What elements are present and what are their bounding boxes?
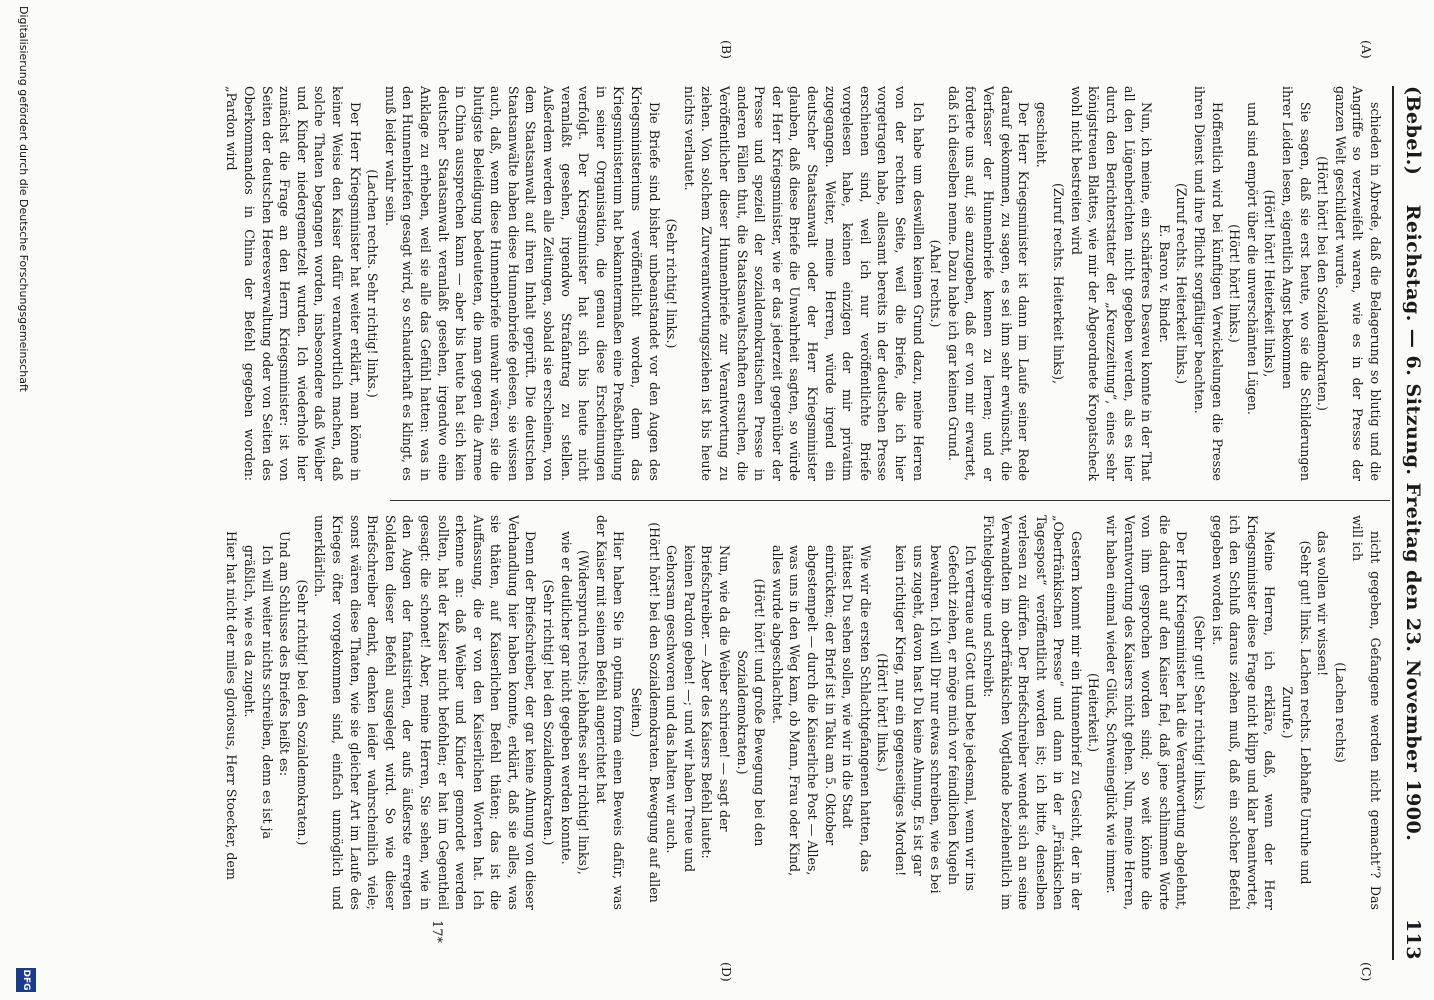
interjection: (Zuruf rechts. Heiterkeit links), [1051, 182, 1067, 385]
margin-marker-b: (B) [719, 40, 734, 59]
quoted-letter: Nun, wie da die Weiber schrieen! — sagt der Briefschreiber. — Aber des Kaisers Befehl lautet: keinen Pardon geben! —; und wir haben Treue und Gehorsam geschworen und das halten wir auch. [664, 545, 733, 873]
interjection: (Heiterkeit.) [1086, 673, 1102, 752]
interjection: (Hört! hört! links.) [1227, 224, 1243, 343]
interjection: (Hört! hört! und große Bewegung bei den Sozialdemokraten.) [734, 578, 768, 847]
interjection: E. Baron v. Binder. [1156, 224, 1172, 343]
interjection: (Lachen rechts. Sehr richtig! links.) [365, 169, 381, 398]
interjection: (Sehr gut! links. Lachen rechts. Lebhafte Unruhe und Zurufe.) [1280, 540, 1313, 885]
paragraph: Hoffentlich wird bei künftigen Verwickelungen die Presse ihren Dienst und ihre Pflicht sorgfältiger beachten. [1192, 86, 1225, 481]
paragraph: Und am Schlusse des Briefes heißt es: [277, 531, 293, 777]
interjection: (Hört! hört! Heiterkeit links), [1262, 189, 1278, 378]
interjection: (Aha! rechts.) [928, 239, 944, 328]
header-speaker: (Bebel.) [1402, 86, 1424, 176]
interjection: (Hört! hört! links.) [875, 653, 891, 772]
quoted-letter: Wie wir die ersten Schlachtgefangenen hatten, das hättest Du sehen sollen, wie wir in die Stadt einrückten; der Brief ist in Taku am 5. Oktober abgestempelt — durch die Kaiserliche Post — Alles, was uns in den Weg kam, ob Mann, Frau oder Kind, alles wurde abgeschlachtet. [769, 545, 873, 877]
margin-marker-a: (A) [1359, 40, 1374, 59]
paragraph: geschieht. [1033, 102, 1049, 168]
right-text-column [223, 515, 1384, 910]
paragraph: und sind empört über die unverschämten Lügen. [1244, 102, 1260, 415]
paragraph: Gestern kommt mir ein Hunnenbrief zu Gesicht, der in der „Oberfränkischen Presse“ und dann in der „Fränkischen Tagespost“ veröffentlicht worden ist; ich bitte, denselben verlesen zu dürfen. Der Briefschreiber wendet sich an seine Verwandten im oberfränkischen Vogtlande beziehentlich im Fichtelgebirge und schreibt: [980, 515, 1084, 910]
left-text-column [223, 86, 1384, 481]
quoted-letter: Ich will weiter nichts schreiben, denn es ist ja gräßlich, wie es da zugeht. [242, 545, 275, 840]
interjection: (Zuruf rechts. Heiterkeit links.) [1174, 182, 1190, 385]
paragraph: Der Herr Kriegsminister hat die Verantwortung abgelehnt, die dadurch auf den Kaiser fiel, daß jene schlimmen Worte von ihm gesprochen worden sind; so weit könnte die Verantwortung des Kaisers nicht gehen. Nun, meine Herren, wir haben einmal wieder Glück, Schweineglück wie immer. [1104, 515, 1190, 910]
interjection: (Hört! hört! bei den Sozialdemokraten. Bewegung auf allen Seiten.) [629, 522, 662, 903]
header-title: Reichstag. — 6. Sitzung. Freitag den 23. November 1900. [1402, 204, 1424, 842]
margin-marker-c: (C) [1359, 962, 1374, 982]
paragraph: Denn der Briefschreiber, der gar keine Ahnung von dieser Verhandlung hier haben konnte, erklärt, daß sie alles, was sie thäten, auf Kaiserlichen Befehl thäten; das ist die Auffassung, die er von den Kaiserlichen Worten hat. Ich erkenne an: daß Weiber und Kinder gemordet werden sollten, hat der Kaiser nicht befohlen; er hat im Gegentheil gesagt: die schonet! Aber, meine Herren, Sie sehen, wie in den Augen der fanatisirten, der aufs äußerste erregten Soldaten dieser Befehl ausgelegt wird. So wie dieser Briefschreiber denkt, denken leider wahrscheinlich viele; sonst wären diese Thaten, wie sie gleicher Art im Laufe des Krieges öfter vorgekommen sind, einfach unmöglich und unerklärlich. [312, 515, 539, 910]
interjection: (Sehr richtig! bei den Sozialdemokraten.) [294, 579, 310, 846]
paragraph: nicht gegeben, Gefangene werden nicht gemacht“? Das will ich [1350, 515, 1383, 910]
interjection: (Lachen rechts) [1332, 662, 1348, 763]
header-page-number: 113 [1402, 918, 1424, 960]
paragraph: Ich habe um deswillen keinen Grund dazu, meine Herren von der rechten Seite, weil die Briefe, die ich hier vorgetragen habe, allesamt bereits in der deutschen Presse erschienen sind, weil ich nur veröffentlichte Briefe vorgelesen habe, keinen einzigen der mir privatim zugegangen. Weiter, meine Herren, würde irgend ein deutscher Staatsanwalt oder der Herr Kriegsminister glauben, daß diese Briefe die Unwahrheit sagten, so würde der Herr Kriegsminister, wie er das jederzeit gegenüber der Presse und speziell der sozialdemokratischen Presse in anderen Fällen thut, die Staatsanwaltschaften ersuchen, die Veröffentlicher dieser Hunnenbriefe zur Verantwortung zu ziehen. Von solchem Zurverantwortungsziehen ist bis heute nichts verlautet. [681, 86, 926, 481]
header-rule [1392, 86, 1394, 960]
quoted-letter: Ich vertraue auf Gott und bete jedesmal, wenn wir ins Gefecht ziehen, er möge mich vor feindlichen Kugeln bewahren. Ich will Dir nur etwas schreiben, wie es bei uns zugeht, davon hast Du keine Ahnung. Es ist gar kein richtiger Krieg, nur ein gegenseitiges Morden! [892, 545, 979, 894]
paragraph: Die Briefe sind bisher unbeanstandet vor den Augen des Kriegsministeriums veröffentlicht worden, denn das Kriegsministerium hat bekanntermaßen eine Preßabtheilung in seiner Organisation, die genau diese Erscheinungen verfolgt. Der Kriegsminister hat sich bis heute nicht veranlaßt gesehen, irgendwo Strafantrag zu stellen. Außerdem werden alle Zeitungen, sobald sie erscheinen, von dem Staatsanwalt auf ihren Inhalt geprüft. Die deutschen Staatsanwälte haben diese Hunnenbriefe gelesen, sie wissen auch, daß, wenn diese Hunnenbriefe unwahr wären, sie die blutigste Beleidigung bedeuteten, die man gegen die Armee in China aussprechen kann — aber bis heute hat sich kein deutscher Staatsanwalt veranlaßt gesehen, irgendwo eine Anklage zu erheben, weil sie alle das Gefühl hatten: was in den Hunnenbriefen gesagt wird, so schauderhaft es klingt, es muß leider wahr sein. [382, 86, 662, 481]
interjection: (Sehr richtig! bei den Sozialdemokraten.) [541, 579, 557, 846]
paragraph: Meine Herren, ich erkläre, daß, wenn der Herr Kriegsminister diese Frage nicht klipp und klar beantwortet, ich den Schluß daraus ziehen muß, daß ein solcher Befehl gegeben worden ist. [1209, 515, 1278, 910]
interjection: (Widerspruch rechts; lebhaftes sehr richtig! links), [576, 550, 592, 875]
paragraph: Hier haben Sie in optima forma einen Beweis dafür, was der Kaiser mit seinem Befehl angerichtet hat [593, 515, 627, 910]
margin-marker-d: (D) [719, 962, 734, 982]
dfg-logo: DFG [16, 968, 36, 992]
paragraph: Nun, ich meine, ein schärferes Desaveu konnte in der That all den Lügenberichten nicht gegeben werden, als es hier durch den Berichterstatter der „Kreuzzeitung“, eines sehr königstreuen Blattes, wie mir der Abgeordnete Kropatscheck wohl nicht bestreiten wird [1068, 86, 1155, 481]
paragraph: schieden in Abrede, daß die Belagerung so blutig und die Angriffe so verzweifelt waren, wie es in der Presse der ganzen Welt geschildert wurde. [1332, 86, 1383, 481]
page-signature: 17* [429, 920, 444, 944]
page-header [1390, 86, 1424, 960]
interjection: (Hört! hört! bei den Sozialdemokraten.) [1315, 156, 1331, 411]
paragraph: Der Herr Kriegsminister hat weiter erklärt, man könne in keiner Weise den Kaiser dafür verantwortlich machen, daß solche Thaten begangen worden, insbesondere daß Weiber und Kinder niedergemetzelt wurden. Ich wiederhole hier zunächst die Frage an den Herrn Kriegsminister: ist von Seiten der deutschen Heeresverwaltung oder von Seiten des Oberkommandos in China der Befehl gegeben worden: „Pardon wird [224, 86, 363, 481]
column-divider [390, 500, 1390, 501]
paragraph: Sie sagen, daß sie erst heute, wo sie die Schilderungen ihrer Leiden lesen, eigentlich Angst bekommen [1280, 86, 1313, 481]
interjection: (Sehr gut! Sehr richtig! links.) [1192, 615, 1208, 810]
paragraph: Der Herr Kriegsminister ist dann im Laufe seiner Rede darauf gekommen, zu sagen, es sei ihm sehr erwünscht, die Verfasser der Hunnenbriefe kennen zu lernen; und er forderte uns auf, sie anzugeben, daß er von mir erwartet, daß ich dieselben nenne. Dazu habe ich gar keinen Grund. [945, 86, 1032, 481]
paragraph: wie er deutlicher gar nicht gegeben werden konnte. [558, 531, 574, 865]
paragraph: Hier hat nicht der miles gloriosus, Herr Stoecker, dem [224, 531, 240, 880]
digitization-note: Digitalisierung gefördert durch die Deutsche Forschungsgemeinschaft [17, 6, 30, 392]
interjection: (Sehr richtig! links.) [664, 218, 680, 349]
paragraph: das wollen wir wissen! [1315, 531, 1331, 677]
